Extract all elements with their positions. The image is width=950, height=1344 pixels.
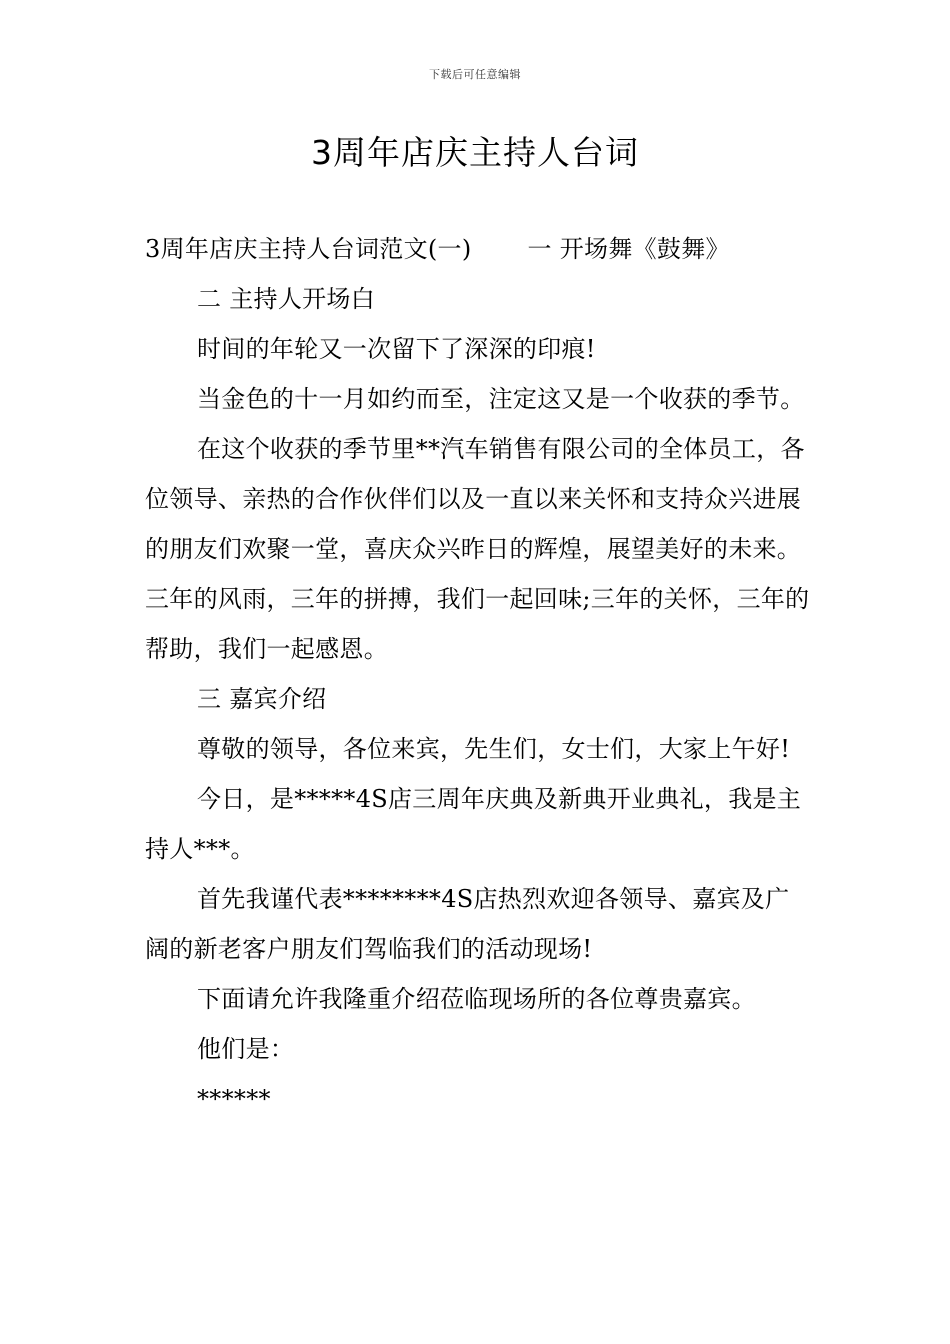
page-title: 3周年店庆主持人台词 <box>311 133 639 172</box>
paragraph-opening-dance: 一 开场舞《鼓舞》 <box>527 235 730 263</box>
paragraph: 下面请允许我隆重介绍莅临现场所的各位尊贵嘉宾。 <box>197 985 756 1013</box>
header-note: 下载后可任意编辑 <box>429 68 521 81</box>
section-heading-guests: 三 嘉宾介绍 <box>197 685 327 713</box>
section-heading-opening: 二 主持人开场白 <box>197 285 376 313</box>
paragraph: 今日，是*****4S店三周年庆典及新典开业典礼，我是主持人***。 <box>145 785 802 863</box>
paragraph: 尊敬的领导，各位来宾，先生们，女士们，大家上午好! <box>197 735 791 763</box>
paragraph: ****** <box>197 1085 271 1113</box>
paragraph: 当金色的十一月如约而至，注定这又是一个收获的季节。 <box>197 385 805 413</box>
document-body <box>145 224 810 1124</box>
paragraph: 时间的年轮又一次留下了深深的印痕! <box>197 335 596 363</box>
paragraph: 在这个收获的季节里**汽车销售有限公司的全体员工，各位领导、亲热的合作伙伴们以及一直以来关怀和支持众兴进展的朋友们欢聚一堂，喜庆众兴昨日的辉煌，展望美好的未来。 三年的风雨，三年的拼搏，我们一起回味;三年的关怀，三年的帮助，我们一起感恩。 <box>145 435 810 663</box>
paragraph: 他们是： <box>197 1035 295 1063</box>
paragraph-intro <box>145 224 810 274</box>
paragraph: 首先我谨代表********4S店热烈欢迎各领导、嘉宾及广阔的新老客户朋友们驾临我们的活动现场! <box>145 885 790 963</box>
paragraph-intro-title: 3周年店庆主持人台词范文(一) <box>145 235 472 263</box>
